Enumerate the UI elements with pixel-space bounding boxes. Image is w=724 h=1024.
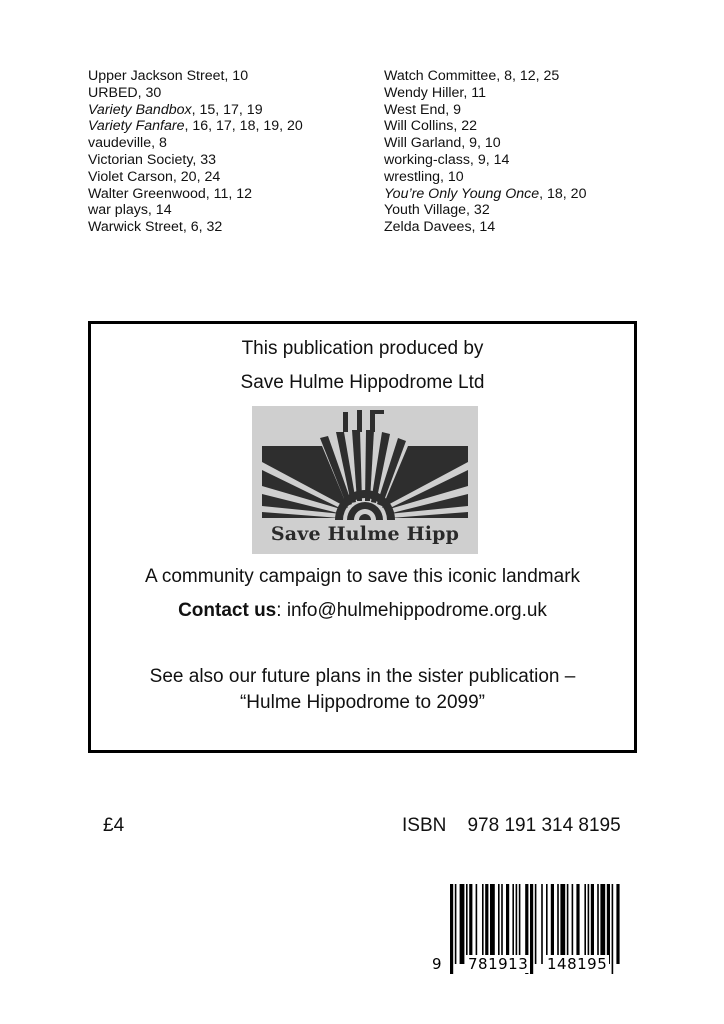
index-entry-text: Upper Jackson Street, 10 bbox=[88, 68, 249, 84]
hippodrome-logo bbox=[252, 406, 478, 554]
index-entry-title: Variety Fanfare bbox=[88, 118, 185, 135]
barcode-bar bbox=[588, 884, 590, 964]
barcode-bar bbox=[607, 884, 610, 964]
index-entry-text: Wendy Hiller, 11 bbox=[384, 84, 486, 101]
barcode-bar bbox=[460, 884, 465, 964]
index-entry-text: wrestling, 10 bbox=[384, 168, 464, 185]
sister-publication-text: See also our future plans in the sister publication – bbox=[149, 666, 576, 687]
index-entry bbox=[384, 186, 684, 203]
barcode-bar bbox=[506, 884, 509, 964]
index-entry-text: vaudeville, 8 bbox=[88, 135, 167, 152]
isbn-label: ISBN bbox=[402, 815, 447, 836]
index-entry-text: Zelda Davees, 14 bbox=[384, 219, 496, 236]
index-entry-text: Watch Committee, 8, 12, 25 bbox=[384, 68, 560, 84]
barcode-bar bbox=[584, 884, 586, 964]
index-entry bbox=[384, 68, 684, 85]
barcode-bar bbox=[450, 884, 453, 974]
index-entry bbox=[88, 85, 368, 102]
publisher-info-box bbox=[88, 321, 637, 753]
index-entry bbox=[384, 85, 684, 102]
barcode-digit-first: 9 bbox=[432, 955, 442, 973]
contact-line bbox=[91, 600, 634, 622]
index-entry-text: , 15, 17, 19 bbox=[191, 101, 263, 118]
barcode-bar bbox=[516, 884, 518, 964]
index-entry-text: war plays, 14 bbox=[88, 202, 172, 219]
index-entry bbox=[384, 202, 684, 219]
barcode-bar bbox=[560, 884, 565, 964]
index-entry bbox=[88, 135, 368, 152]
index-entry bbox=[384, 169, 684, 186]
barcode-bar bbox=[469, 884, 472, 964]
barcode-bar bbox=[612, 884, 614, 974]
index-entry-text: Will Collins, 22 bbox=[384, 118, 478, 135]
index-entry bbox=[384, 102, 684, 119]
barcode-bar bbox=[557, 884, 559, 964]
index-entry bbox=[88, 169, 368, 186]
barcode-bar bbox=[466, 884, 468, 964]
barcode-bar bbox=[597, 884, 599, 964]
barcode-bar bbox=[546, 884, 548, 964]
barcode-bar bbox=[482, 884, 484, 964]
barcode-bar bbox=[530, 884, 533, 974]
index-entry-text: , 18, 20 bbox=[539, 185, 587, 202]
barcode-bar bbox=[501, 884, 503, 964]
isbn-line bbox=[402, 815, 621, 837]
campaign-text: A community campaign to save this iconic landmark bbox=[144, 566, 581, 587]
index-entry bbox=[88, 118, 368, 135]
index-column-left bbox=[88, 68, 368, 236]
price-label: £4 bbox=[103, 815, 125, 836]
index-entry bbox=[88, 102, 368, 119]
barcode-bar bbox=[512, 884, 514, 964]
barcode-bar bbox=[541, 884, 543, 964]
barcode-bar bbox=[485, 884, 488, 964]
barcode-bar bbox=[576, 884, 579, 964]
barcode-digits-left: 781913 bbox=[468, 955, 529, 973]
contact-email: info@hulmehippodrome.org.uk bbox=[286, 600, 547, 621]
index-entry bbox=[88, 68, 368, 85]
index-entry bbox=[88, 152, 368, 169]
barcode-bar bbox=[616, 884, 619, 964]
barcode-bar bbox=[567, 884, 569, 964]
logo-lettering: Save Hulme Hipp bbox=[270, 523, 460, 545]
index-entry-title: You’re Only Young Once bbox=[384, 185, 540, 202]
index-entry-text: Violet Carson, 20, 24 bbox=[88, 168, 221, 185]
index-entry bbox=[88, 219, 368, 236]
barcode-bar bbox=[455, 884, 457, 964]
barcode-bar bbox=[551, 884, 554, 964]
barcode-bar bbox=[572, 884, 574, 964]
index-entry-text: , 16, 17, 18, 19, 20 bbox=[184, 118, 303, 135]
index-entry-title: Variety Bandbox bbox=[88, 101, 192, 118]
barcode-bar bbox=[490, 884, 495, 964]
index-entry-text: Will Garland, 9, 10 bbox=[384, 135, 501, 152]
index-entry-text: Victorian Society, 33 bbox=[88, 151, 217, 168]
index-entry bbox=[384, 219, 684, 236]
contact-separator: : bbox=[276, 600, 287, 621]
barcode-digits-right: 148195 bbox=[547, 955, 608, 973]
index-entry-text: URBED, 30 bbox=[88, 84, 162, 101]
index-entry bbox=[384, 135, 684, 152]
index-entry bbox=[384, 152, 684, 169]
index-entry bbox=[384, 118, 684, 135]
barcode-bar bbox=[498, 884, 500, 964]
index-entry bbox=[88, 202, 368, 219]
produced-by-text: This publication produced by bbox=[241, 338, 484, 359]
index-entry-text: working-class, 9, 14 bbox=[384, 151, 510, 168]
barcode-bar bbox=[591, 884, 594, 964]
barcode-bar bbox=[535, 884, 537, 964]
barcode-bar bbox=[600, 884, 605, 964]
index-entry bbox=[88, 186, 368, 203]
isbn-number: 978 191 314 8195 bbox=[467, 815, 621, 836]
sister-publication-title: “Hulme Hippodrome to 2099” bbox=[239, 692, 485, 713]
index-column-right bbox=[384, 68, 684, 236]
organisation-name: Save Hulme Hippodrome Ltd bbox=[240, 372, 485, 393]
index-entry-text: Warwick Street, 6, 32 bbox=[88, 219, 223, 236]
index-entry-text: Youth Village, 32 bbox=[384, 202, 490, 219]
index-entry-text: West End, 9 bbox=[384, 101, 462, 118]
barcode-bar bbox=[519, 884, 521, 964]
index-entry-text: Walter Greenwood, 11, 12 bbox=[88, 185, 253, 202]
contact-label: Contact us bbox=[178, 600, 277, 621]
barcode-bar bbox=[476, 884, 478, 964]
